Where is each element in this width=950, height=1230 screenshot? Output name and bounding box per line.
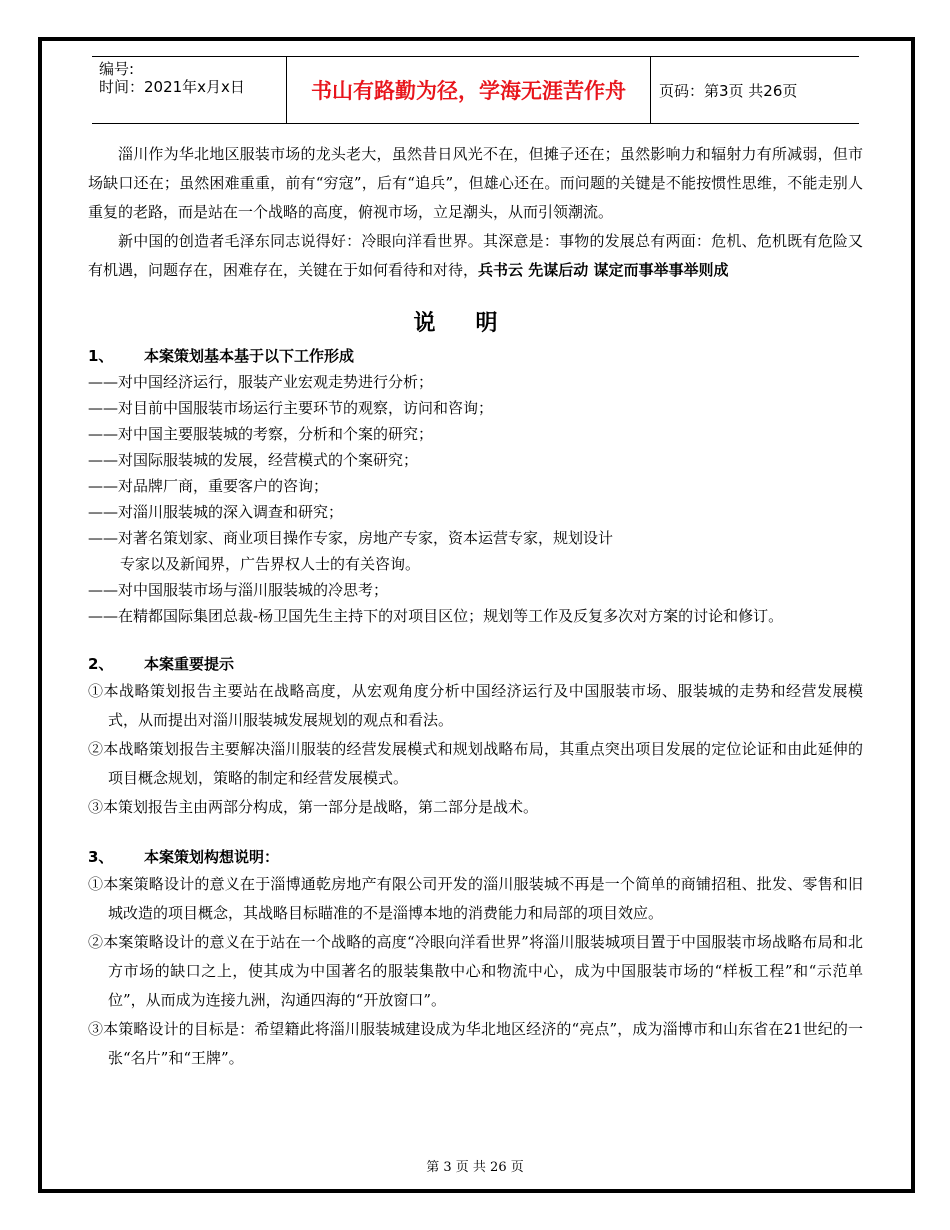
section-title: 说明	[413, 311, 538, 336]
section-3-title: 本案策划构想说明：	[144, 848, 280, 866]
list-item: ——对国际服装城的发展，经营模式的个案研究；	[88, 451, 419, 469]
page-footer: 第 3 页 共 26 页	[426, 1160, 524, 1175]
section-2-heading	[88, 651, 863, 677]
header-page-info: 页码：第3页 共26页	[659, 81, 798, 100]
section-3-heading	[88, 844, 863, 870]
list-item: ——对淄川服装城的深入调查和研究；	[88, 503, 344, 521]
list-item: ①本战略策划报告主要站在战略高度，从宏观角度分析中国经济运行及中国服装市场、服装城的走势和经营发展模式，从而提出对淄川服装城发展规划的观点和看法。	[88, 682, 863, 729]
section-1-heading	[88, 343, 863, 369]
section-2-title: 本案重要提示	[144, 655, 235, 673]
header-meta	[92, 57, 286, 123]
time-label: 时间：2021年x月x日	[99, 78, 245, 96]
list-item: ——在精都国际集团总裁-杨卫国先生主持下的对项目区位；规划等工作及反复多次对方案的讨论和修订。	[88, 607, 784, 625]
document-body	[88, 140, 863, 1073]
list-item: 专家以及新闻界，广告界权人士的有关咨询。	[120, 555, 421, 573]
section-1-number: 1、	[88, 347, 114, 365]
section-3-number: 3、	[88, 848, 114, 866]
section-2-number: 2、	[88, 655, 114, 673]
list-item: ——对目前中国服装市场运行主要环节的观察，访问和咨询；	[88, 399, 494, 417]
list-item: ——对中国主要服装城的考察，分析和个案的研究；	[88, 425, 434, 443]
list-item: ③本策略设计的目标是：希望籍此将淄川服装城建设成为华北地区经济的“亮点”，成为淄博市和山东省在21世纪的一张“名片”和“王牌”。	[88, 1020, 863, 1067]
list-item: ③本策划报告主由两部分构成，第一部分是战略，第二部分是战术。	[88, 798, 539, 816]
serial-label: 编号:	[99, 60, 135, 78]
section-1-title: 本案策划基本基于以下工作形成	[144, 347, 355, 365]
intro-paragraph-2-bold: 兵书云 先谋后动 谋定而事举事举则成	[478, 261, 729, 279]
intro-paragraph-2-text: 新中国的创造者毛泽东同志说得好：冷眼向洋看世界。其深意是：事物的发展总有两面：危机、危机既有危险又有机遇，问题存在，困难存在，关键在于如何看待和对待，	[88, 232, 863, 279]
list-item: ——对中国经济运行，服装产业宏观走势进行分析；	[88, 373, 434, 391]
intro-paragraph-2	[88, 227, 863, 285]
list-item: ——对著名策划家、商业项目操作专家，房地产专家，资本运营专家，规划设计	[88, 529, 614, 547]
intro-paragraph-1: 淄川作为华北地区服装市场的龙头老大，虽然昔日风光不在，但摊子还在；虽然影响力和辐射力有所减弱，但市场缺口还在；虽然困难重重，前有“穷寇”，后有“追兵”，但雄心还在。而问题的关键是不能按惯性思维，不能走别人重复的老路，而是站在一个战略的高度，俯视市场，立足潮头，从而引领潮流。	[88, 145, 863, 221]
list-item: ——对品牌厂商，重要客户的咨询；	[88, 477, 329, 495]
list-item: ——对中国服装市场与淄川服装城的冷思考；	[88, 581, 389, 599]
page-header	[92, 56, 859, 124]
list-item: ②本战略策划报告主要解决淄川服装的经营发展模式和规划战略布局，其重点突出项目发展的定位论证和由此延伸的项目概念规划，策略的制定和经营发展模式。	[88, 740, 863, 787]
header-motto: 书山有路勤为径，学海无涯苦作舟	[286, 57, 651, 123]
list-item: ②本案策略设计的意义在于站在一个战略的高度“冷眼向洋看世界”将淄川服装城项目置于中国服装市场战略布局和北方市场的缺口之上，使其成为中国著名的服装集散中心和物流中心，成为中国服装市场的“样板工程”和“示范单位”，从而成为连接九洲，沟通四海的“开放窗口”。	[88, 933, 863, 1009]
list-item: ①本案策略设计的意义在于淄博通乾房地产有限公司开发的淄川服装城不再是一个简单的商铺招租、批发、零售和旧城改造的项目概念，其战略目标瞄准的不是淄博本地的消费能力和局部的项目效应。	[88, 875, 863, 922]
